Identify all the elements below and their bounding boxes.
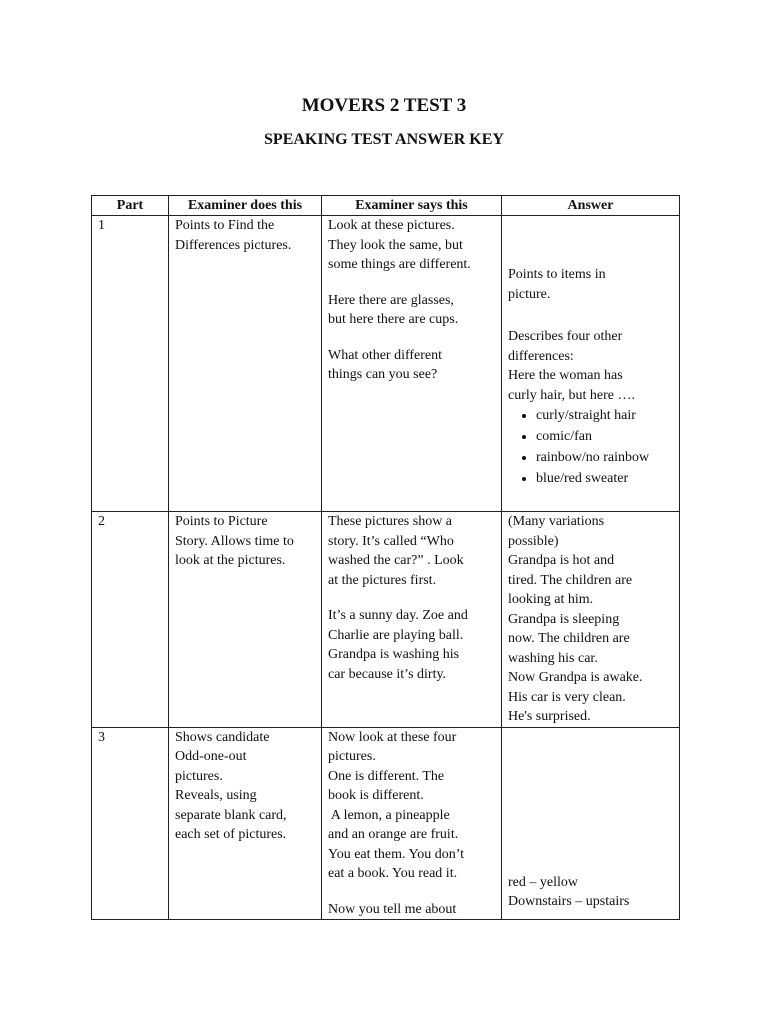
text-line: book is different.	[328, 788, 424, 803]
part-number: 2	[92, 512, 169, 728]
table-row	[92, 727, 680, 920]
text-line: Downstairs – upstairs	[508, 894, 630, 909]
text-line: at the pictures first.	[328, 572, 437, 588]
header-part: Part	[92, 196, 169, 216]
text-line: washing his car.	[508, 650, 598, 666]
header-answer: Answer	[502, 196, 680, 216]
table-header-row	[92, 196, 680, 216]
text-line: Now you tell me about	[328, 901, 457, 917]
answer-cell	[502, 512, 680, 728]
text-line: pictures.	[328, 749, 376, 764]
text-line: You eat them. You don’t	[328, 846, 465, 862]
examiner-does-cell	[169, 512, 322, 728]
text-line: Charlie are playing ball.	[328, 627, 464, 643]
examiner-says-cell	[322, 727, 502, 920]
examiner-says-cell	[322, 512, 502, 728]
text-line: Describes four other	[508, 329, 623, 344]
text-line: Shows candidate	[175, 729, 270, 745]
text-line: Differences pictures.	[175, 237, 292, 253]
text-line: Reveals, using	[175, 788, 257, 803]
text-line: picture.	[508, 286, 551, 302]
text-line: possible)	[508, 533, 559, 549]
text-line: Grandpa is washing his	[328, 647, 460, 662]
text-line: and an orange are fruit.	[328, 827, 459, 842]
text-line: Now Grandpa is awake.	[508, 670, 643, 685]
header-examiner-says: Examiner says this	[322, 196, 502, 216]
text-line: Points to Find the	[175, 218, 275, 233]
text-line: Now look at these four	[328, 729, 457, 745]
text-line: It’s a sunny day. Zoe and	[328, 608, 468, 623]
list-item: • blue/red sweater	[536, 468, 679, 489]
text-line: Here the woman has	[508, 368, 623, 383]
part-number: 3	[92, 727, 169, 920]
text-line: each set of pictures.	[175, 827, 287, 842]
text-line: red – yellow	[508, 874, 578, 890]
table-row	[92, 512, 680, 728]
text-line: They look the same, but	[328, 237, 463, 253]
examiner-does-cell	[169, 727, 322, 920]
text-line: but here there are cups.	[328, 312, 459, 327]
answer-key-table	[91, 195, 680, 920]
text-line: One is different. The	[328, 768, 445, 784]
text-line: now. The children are	[508, 631, 630, 646]
table-row	[92, 216, 680, 512]
answer-cell	[502, 727, 680, 920]
text-line: Story. Allows time to	[175, 533, 294, 549]
examiner-does-cell	[169, 216, 322, 512]
text-line: Points to items in	[508, 267, 606, 282]
text-line: washed the car?” . Look	[328, 553, 464, 568]
document-title: MOVERS 2 TEST 3	[301, 95, 467, 116]
text-line: Here there are glasses,	[328, 292, 454, 308]
text-line: Points to Picture	[175, 514, 268, 529]
list-item: • rainbow/no rainbow	[536, 447, 679, 468]
text-line: eat a book. You read it.	[328, 866, 458, 881]
text-line: Odd-one-out	[175, 749, 247, 764]
document-subtitle: SPEAKING TEST ANSWER KEY	[264, 131, 504, 148]
text-line: Grandpa is hot and	[508, 553, 615, 568]
part-number: 1	[92, 216, 169, 512]
text-line: (Many variations	[508, 514, 605, 529]
list-item: • comic/fan	[536, 426, 679, 447]
header-examiner-does: Examiner does this	[169, 196, 322, 216]
text-line: Grandpa is sleeping	[508, 611, 620, 627]
text-line: Look at these pictures.	[328, 218, 455, 233]
text-line: separate blank card,	[175, 807, 287, 823]
text-line: His car is very clean.	[508, 689, 626, 705]
list-item: • curly/straight hair	[536, 405, 679, 426]
text-line: tired. The children are	[508, 572, 633, 588]
text-line: looking at him.	[508, 592, 594, 607]
text-line: These pictures show a	[328, 514, 453, 529]
text-line: story. It’s called “Who	[328, 533, 454, 549]
text-line: look at the pictures.	[175, 553, 286, 568]
text-line: curly hair, but here ….	[508, 387, 635, 403]
text-line: A lemon, a pineapple	[328, 807, 450, 823]
text-line: differences:	[508, 348, 574, 364]
text-line: What other different	[328, 347, 443, 363]
examiner-says-cell	[322, 216, 502, 512]
text-line: He's surprised.	[508, 709, 591, 724]
text-line: some things are different.	[328, 257, 471, 272]
text-line: pictures.	[175, 768, 223, 784]
differences-list	[508, 405, 679, 489]
answer-cell	[502, 216, 680, 512]
text-line: car because it’s dirty.	[328, 666, 447, 682]
text-line: things can you see?	[328, 367, 438, 382]
